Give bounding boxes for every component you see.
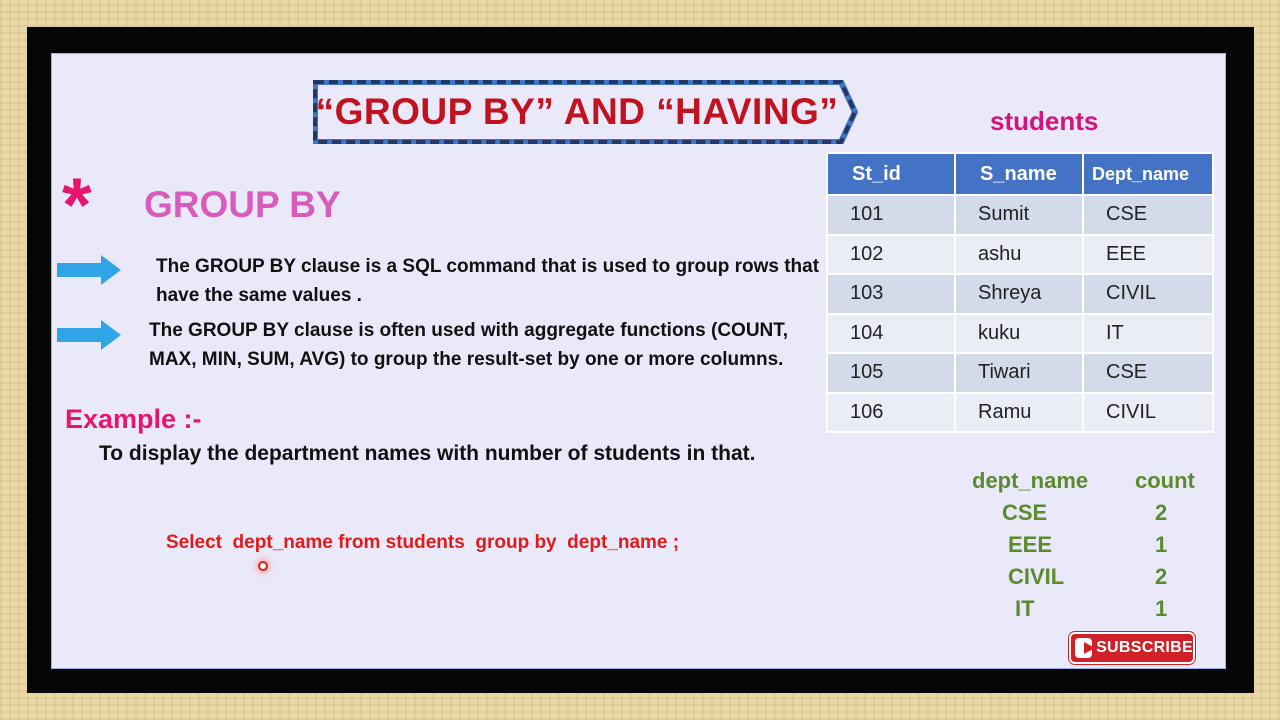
table-header-row [827, 153, 1213, 195]
page-title: “GROUP BY” AND “HAVING” [315, 91, 839, 132]
bullet-text-2: The GROUP BY clause is often used with aggregate functions (COUNT, MAX, MIN, SUM, AVG) to group the result-set by one or more columns. [149, 320, 789, 370]
table-caption: students [990, 106, 1099, 136]
table-row [827, 195, 1213, 235]
table-row [827, 393, 1213, 433]
table-cell: Sumit [955, 195, 1083, 235]
result-count-cell: 1 [1155, 532, 1168, 557]
table-cell: kuku [955, 314, 1083, 354]
table-row [827, 314, 1213, 354]
table-cell: CSE [1083, 195, 1213, 235]
table-cell: CIVIL [1083, 274, 1213, 314]
table-cell: CIVIL [1083, 393, 1213, 433]
column-header: St_id [827, 153, 955, 195]
table-cell: 101 [827, 195, 955, 235]
example-description: To display the department names with number of students in that. [99, 442, 756, 465]
table-cell: ashu [955, 235, 1083, 275]
subscribe-button[interactable] [1069, 632, 1195, 664]
table-cell: Ramu [955, 393, 1083, 433]
result-column-header: count [1135, 468, 1195, 493]
students-table [826, 152, 1214, 433]
asterisk-icon: * [62, 163, 92, 248]
result-dept-cell: CIVIL [1008, 564, 1065, 589]
table-cell: IT [1083, 314, 1213, 354]
table-cell: Shreya [955, 274, 1083, 314]
table-cell: 105 [827, 353, 955, 393]
cursor-pointer-icon [258, 561, 268, 571]
play-icon [1075, 638, 1092, 658]
table-cell: 103 [827, 274, 955, 314]
table-cell: EEE [1083, 235, 1213, 275]
result-count-cell: 2 [1155, 500, 1168, 525]
title-banner [313, 80, 858, 144]
table-cell: 104 [827, 314, 955, 354]
result-dept-cell: CSE [1002, 500, 1048, 525]
section-heading: GROUP BY [144, 184, 341, 225]
arrow-right-icon [57, 254, 123, 286]
table-row [827, 274, 1213, 314]
bullet-text-1: The GROUP BY clause is a SQL command that is used to group rows that have the same values . [156, 256, 820, 306]
sql-query: Select dept_name from students group by dept_name ; [166, 532, 680, 553]
table-row [827, 353, 1213, 393]
result-dept-cell: EEE [1008, 532, 1053, 557]
result-count-cell: 1 [1155, 596, 1168, 621]
arrow-right-icon [57, 319, 123, 351]
subscribe-label: SUBSCRIBE [1096, 639, 1193, 656]
result-column-header: dept_name [972, 468, 1089, 493]
table-cell: Tiwari [955, 353, 1083, 393]
table-cell: 106 [827, 393, 955, 433]
table-row [827, 235, 1213, 275]
column-header: Dept_name [1083, 153, 1213, 195]
table-cell: 102 [827, 235, 955, 275]
column-header: S_name [955, 153, 1083, 195]
table-cell: CSE [1083, 353, 1213, 393]
example-label: Example :- [65, 404, 202, 434]
result-count-cell: 2 [1155, 564, 1168, 589]
result-dept-cell: IT [1015, 596, 1035, 621]
